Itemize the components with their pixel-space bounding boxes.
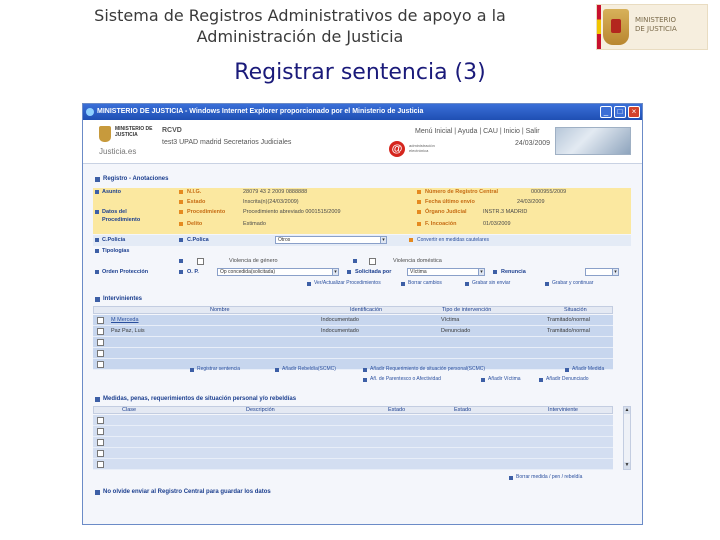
medidas-link-row: [93, 473, 631, 483]
row-ident: Indocumentado: [321, 317, 359, 323]
flag-stripe: [597, 5, 601, 49]
ver-actualizar-link[interactable]: Ver/Actualizar Procedimientos: [314, 280, 381, 286]
procedimiento-value: Procedimiento abreviado 0001515/2009: [243, 209, 341, 215]
window-title: MINISTERIO DE JUSTICIA - Windows Internet Explorer proporcionado por el Ministerio de Justicia: [97, 108, 424, 115]
table-row[interactable]: [93, 426, 613, 437]
nig-value: 28079 43 2 2009 0888888: [243, 189, 308, 195]
bullet-icon: [95, 270, 99, 274]
col-clase: Clase: [122, 407, 137, 413]
cpolicia-field-label: C.Polica: [187, 237, 209, 243]
window-titlebar[interactable]: [83, 104, 642, 120]
app-code: RCVD: [162, 127, 182, 134]
row-ident: Indocumentado: [321, 328, 359, 334]
estado-label: Estado: [187, 199, 206, 205]
bullet-icon: [95, 490, 100, 495]
registro-section-header[interactable]: [93, 174, 631, 185]
op-label: O. P.: [187, 269, 199, 275]
logo-line1: MINISTERIO: [635, 16, 676, 24]
row-checkbox[interactable]: [97, 450, 104, 457]
close-button[interactable]: ×: [628, 106, 640, 118]
estado-value: Inscrita(n)(24/03/2009): [243, 199, 299, 205]
scroll-up-icon[interactable]: ▲: [624, 407, 630, 413]
bullet-icon: [179, 190, 183, 194]
anadir-victima-link[interactable]: Añadir Víctima: [488, 376, 521, 382]
registro-section-label: Registro - Anotaciones: [103, 176, 169, 182]
violencia-genero-checkbox[interactable]: [197, 258, 204, 265]
row-nombre[interactable]: M Merceda: [111, 317, 139, 323]
intervinientes-table-header: [93, 306, 613, 314]
bullet-icon: [509, 476, 513, 480]
bullet-icon: [95, 177, 100, 182]
renuncia-label: Renuncia: [501, 269, 526, 275]
table-row[interactable]: [93, 448, 613, 459]
bullet-icon: [545, 282, 549, 286]
slide-title: Registrar sentencia (3): [234, 60, 486, 85]
organo-value: INSTR.3 MADRID: [483, 209, 528, 215]
col-estado2: Estado: [454, 407, 472, 413]
chevron-down-icon: ▾: [612, 269, 618, 275]
chevron-down-icon: ▾: [478, 269, 484, 275]
cpolicia-select[interactable]: [275, 236, 387, 244]
op-select[interactable]: [217, 268, 339, 276]
orden-proteccion-label: Orden Protección: [102, 269, 149, 275]
scroll-down-icon[interactable]: ▼: [624, 462, 630, 468]
row-checkbox[interactable]: [97, 428, 104, 435]
row-tipo: Denunciado: [441, 328, 471, 334]
bullet-icon: [493, 270, 497, 274]
footer-note: [93, 487, 631, 498]
incoacion-label: F. Incoación: [425, 221, 457, 227]
row-checkbox[interactable]: [97, 350, 104, 357]
violencia-genero-label: Violencia de género: [229, 258, 278, 264]
col-identificacion: Identificación: [350, 307, 383, 313]
table-row[interactable]: [93, 415, 613, 426]
col-estado1: Estado: [388, 407, 406, 413]
table-row[interactable]: [93, 437, 613, 448]
bullet-icon: [95, 249, 99, 253]
minimize-button[interactable]: _: [600, 106, 612, 118]
intervinientes-section-header[interactable]: [93, 294, 631, 305]
nrc-label: Número de Registro Central: [425, 189, 499, 195]
bullet-icon: [465, 282, 469, 286]
asunto-label: Asunto: [102, 189, 121, 195]
table-row[interactable]: [93, 459, 613, 470]
bullet-icon: [363, 378, 367, 382]
bullet-icon: [417, 222, 421, 226]
medidas-table-header: [93, 406, 613, 414]
anadir-rebeldia-link[interactable]: Añadir Rebeldía(SCMC): [282, 366, 336, 372]
nig-label: N.I.G.: [187, 189, 202, 195]
bullet-icon: [481, 378, 485, 382]
medidas-scrollbar[interactable]: [623, 406, 631, 470]
bullet-icon: [95, 210, 99, 214]
solicitada-select[interactable]: [407, 268, 485, 276]
col-situacion: Situación: [564, 307, 587, 313]
row-tipo: Víctima: [441, 317, 460, 323]
procedimiento-label: Procedimiento: [187, 209, 226, 215]
bullet-icon: [179, 238, 183, 242]
renuncia-select[interactable]: [585, 268, 619, 276]
bullet-icon: [275, 368, 279, 372]
registro-grid: [93, 188, 631, 234]
bullet-icon: [179, 222, 183, 226]
delito-label: Delito: [187, 221, 203, 227]
bullet-icon: [95, 190, 99, 194]
fecha-envio-label: Fecha último envío: [425, 199, 475, 205]
table-row[interactable]: [93, 315, 613, 326]
bullet-icon: [417, 190, 421, 194]
app-header: [83, 120, 642, 164]
row-checkbox[interactable]: [97, 461, 104, 468]
bullet-icon: [417, 200, 421, 204]
bullet-icon: [417, 210, 421, 214]
convertir-medidas-link[interactable]: Convertir en medidas cautelares: [417, 237, 489, 243]
admin-electronica-logo: [389, 141, 447, 159]
tipologias-row: [93, 247, 631, 267]
bullet-icon: [565, 368, 569, 372]
bullet-icon: [307, 282, 311, 286]
action-links-1: [93, 279, 631, 289]
col-nombre: Nombre: [210, 307, 230, 313]
row-situacion: Tramitado/normal: [547, 328, 590, 334]
nrc-value: 0000955/2009: [531, 189, 567, 195]
registrar-sentencia-link[interactable]: Registrar sentencia: [197, 366, 241, 372]
row-checkbox[interactable]: [97, 339, 104, 346]
delito-value: Estimado: [243, 221, 266, 227]
ie-icon: [86, 108, 94, 116]
ministry-logo: [596, 4, 708, 50]
anadir-denunciado-link[interactable]: Añadir Denunciado: [546, 376, 589, 382]
op-select-value: Op concedida(solicitada): [220, 269, 276, 275]
admin-logo-text: administración electrónica: [409, 143, 435, 153]
col-descripcion: Descripción: [246, 407, 275, 413]
current-date: 24/03/2009: [515, 140, 551, 147]
bullet-icon: [179, 200, 183, 204]
logo-line2: DE JUSTICIA: [635, 25, 677, 33]
row-checkbox[interactable]: [97, 317, 104, 324]
ministry-label: MINISTERIO DE JUSTICIA: [115, 126, 153, 138]
row-situacion: Tramitado/normal: [547, 317, 590, 323]
site-link[interactable]: Justicia.es: [99, 147, 137, 156]
organo-label: Órgano Judicial: [425, 209, 467, 215]
anadir-requerimiento-link[interactable]: Añadir Requerimiento de situación personal(SCMC): [370, 366, 486, 372]
borrar-medida-link[interactable]: Borrar medida / pen / rebeldía: [516, 474, 583, 480]
violencia-domestica-checkbox[interactable]: [369, 258, 376, 265]
top-menu[interactable]: Menú Inicial | Ayuda | CAU | Inicio | Salir: [415, 128, 540, 135]
bullet-icon: [179, 270, 183, 274]
tipologias-label: Tipologías: [102, 248, 130, 254]
slide-header-line2: Administración de Justicia: [196, 27, 404, 46]
fecha-envio-value: 24/03/2009: [517, 199, 545, 205]
anadir-parentesco-link[interactable]: Añ. de Parentesco o Afectividad: [370, 376, 441, 382]
grabar-continuar-link[interactable]: Grabar y continuar: [552, 280, 594, 286]
solicitada-label: Solicitada por: [355, 269, 392, 275]
medidas-section-label: Medidas, penas, requerimientos de situación personal y/o rebeldías: [103, 396, 297, 402]
bullet-icon: [347, 270, 351, 274]
user-info: test3 UPAD madrid Secretarios Judiciales: [162, 139, 292, 146]
slide-header-line1: Sistema de Registros Administrativos de apoyo a la: [94, 6, 506, 25]
orden-proteccion-row: [93, 267, 631, 278]
bullet-icon: [95, 397, 100, 402]
bullet-icon: [353, 259, 357, 263]
row-nombre: Paz Paz, Luis: [111, 328, 145, 334]
bullet-icon: [409, 238, 413, 242]
row-checkbox[interactable]: [97, 439, 104, 446]
footer-note-text: No olvide enviar al Registro Central para guardar los datos: [103, 489, 271, 495]
action-links-3: [93, 375, 631, 385]
cpolicia-label: C.Policía: [102, 237, 126, 243]
bullet-icon: [179, 259, 183, 263]
table-row[interactable]: [93, 337, 613, 348]
bullet-icon: [179, 210, 183, 214]
solicitada-select-value: Víctima: [410, 269, 427, 275]
bullet-icon: [363, 368, 367, 372]
medidas-section-header[interactable]: [93, 394, 631, 405]
crest-icon: [99, 126, 111, 142]
bullet-icon: [95, 297, 100, 302]
maximize-button[interactable]: □: [614, 106, 626, 118]
borrar-cambios-link[interactable]: Borrar cambios: [408, 280, 442, 286]
grabar-sin-enviar-link[interactable]: Grabar sin enviar: [472, 280, 511, 286]
cpolicia-select-value: Otros: [278, 237, 291, 243]
intervinientes-section-label: Intervinientes: [103, 296, 143, 302]
bullet-icon: [95, 238, 99, 242]
bullet-icon: [401, 282, 405, 286]
table-row[interactable]: [93, 326, 613, 337]
row-checkbox[interactable]: [97, 328, 104, 335]
datos-procedimiento-label: Datos del Procedimiento: [102, 209, 141, 223]
violencia-domestica-label: Violencia doméstica: [393, 258, 442, 264]
browser-window: [82, 103, 643, 525]
cpolicia-row: [93, 235, 631, 246]
table-row[interactable]: [93, 348, 613, 359]
bullet-icon: [190, 368, 194, 372]
at-icon: @: [389, 141, 405, 157]
bullet-icon: [539, 378, 543, 382]
chevron-down-icon: ▾: [380, 237, 386, 243]
col-tipo: Tipo de intervención: [442, 307, 492, 313]
header-banner-image: [555, 127, 631, 155]
anadir-medida-link[interactable]: Añadir Medida: [572, 366, 605, 372]
incoacion-value: 01/03/2009: [483, 221, 511, 227]
col-interviniente: Interviniente: [548, 407, 578, 413]
crest-icon: [603, 9, 629, 45]
row-checkbox[interactable]: [97, 417, 104, 424]
chevron-down-icon: ▾: [332, 269, 338, 275]
